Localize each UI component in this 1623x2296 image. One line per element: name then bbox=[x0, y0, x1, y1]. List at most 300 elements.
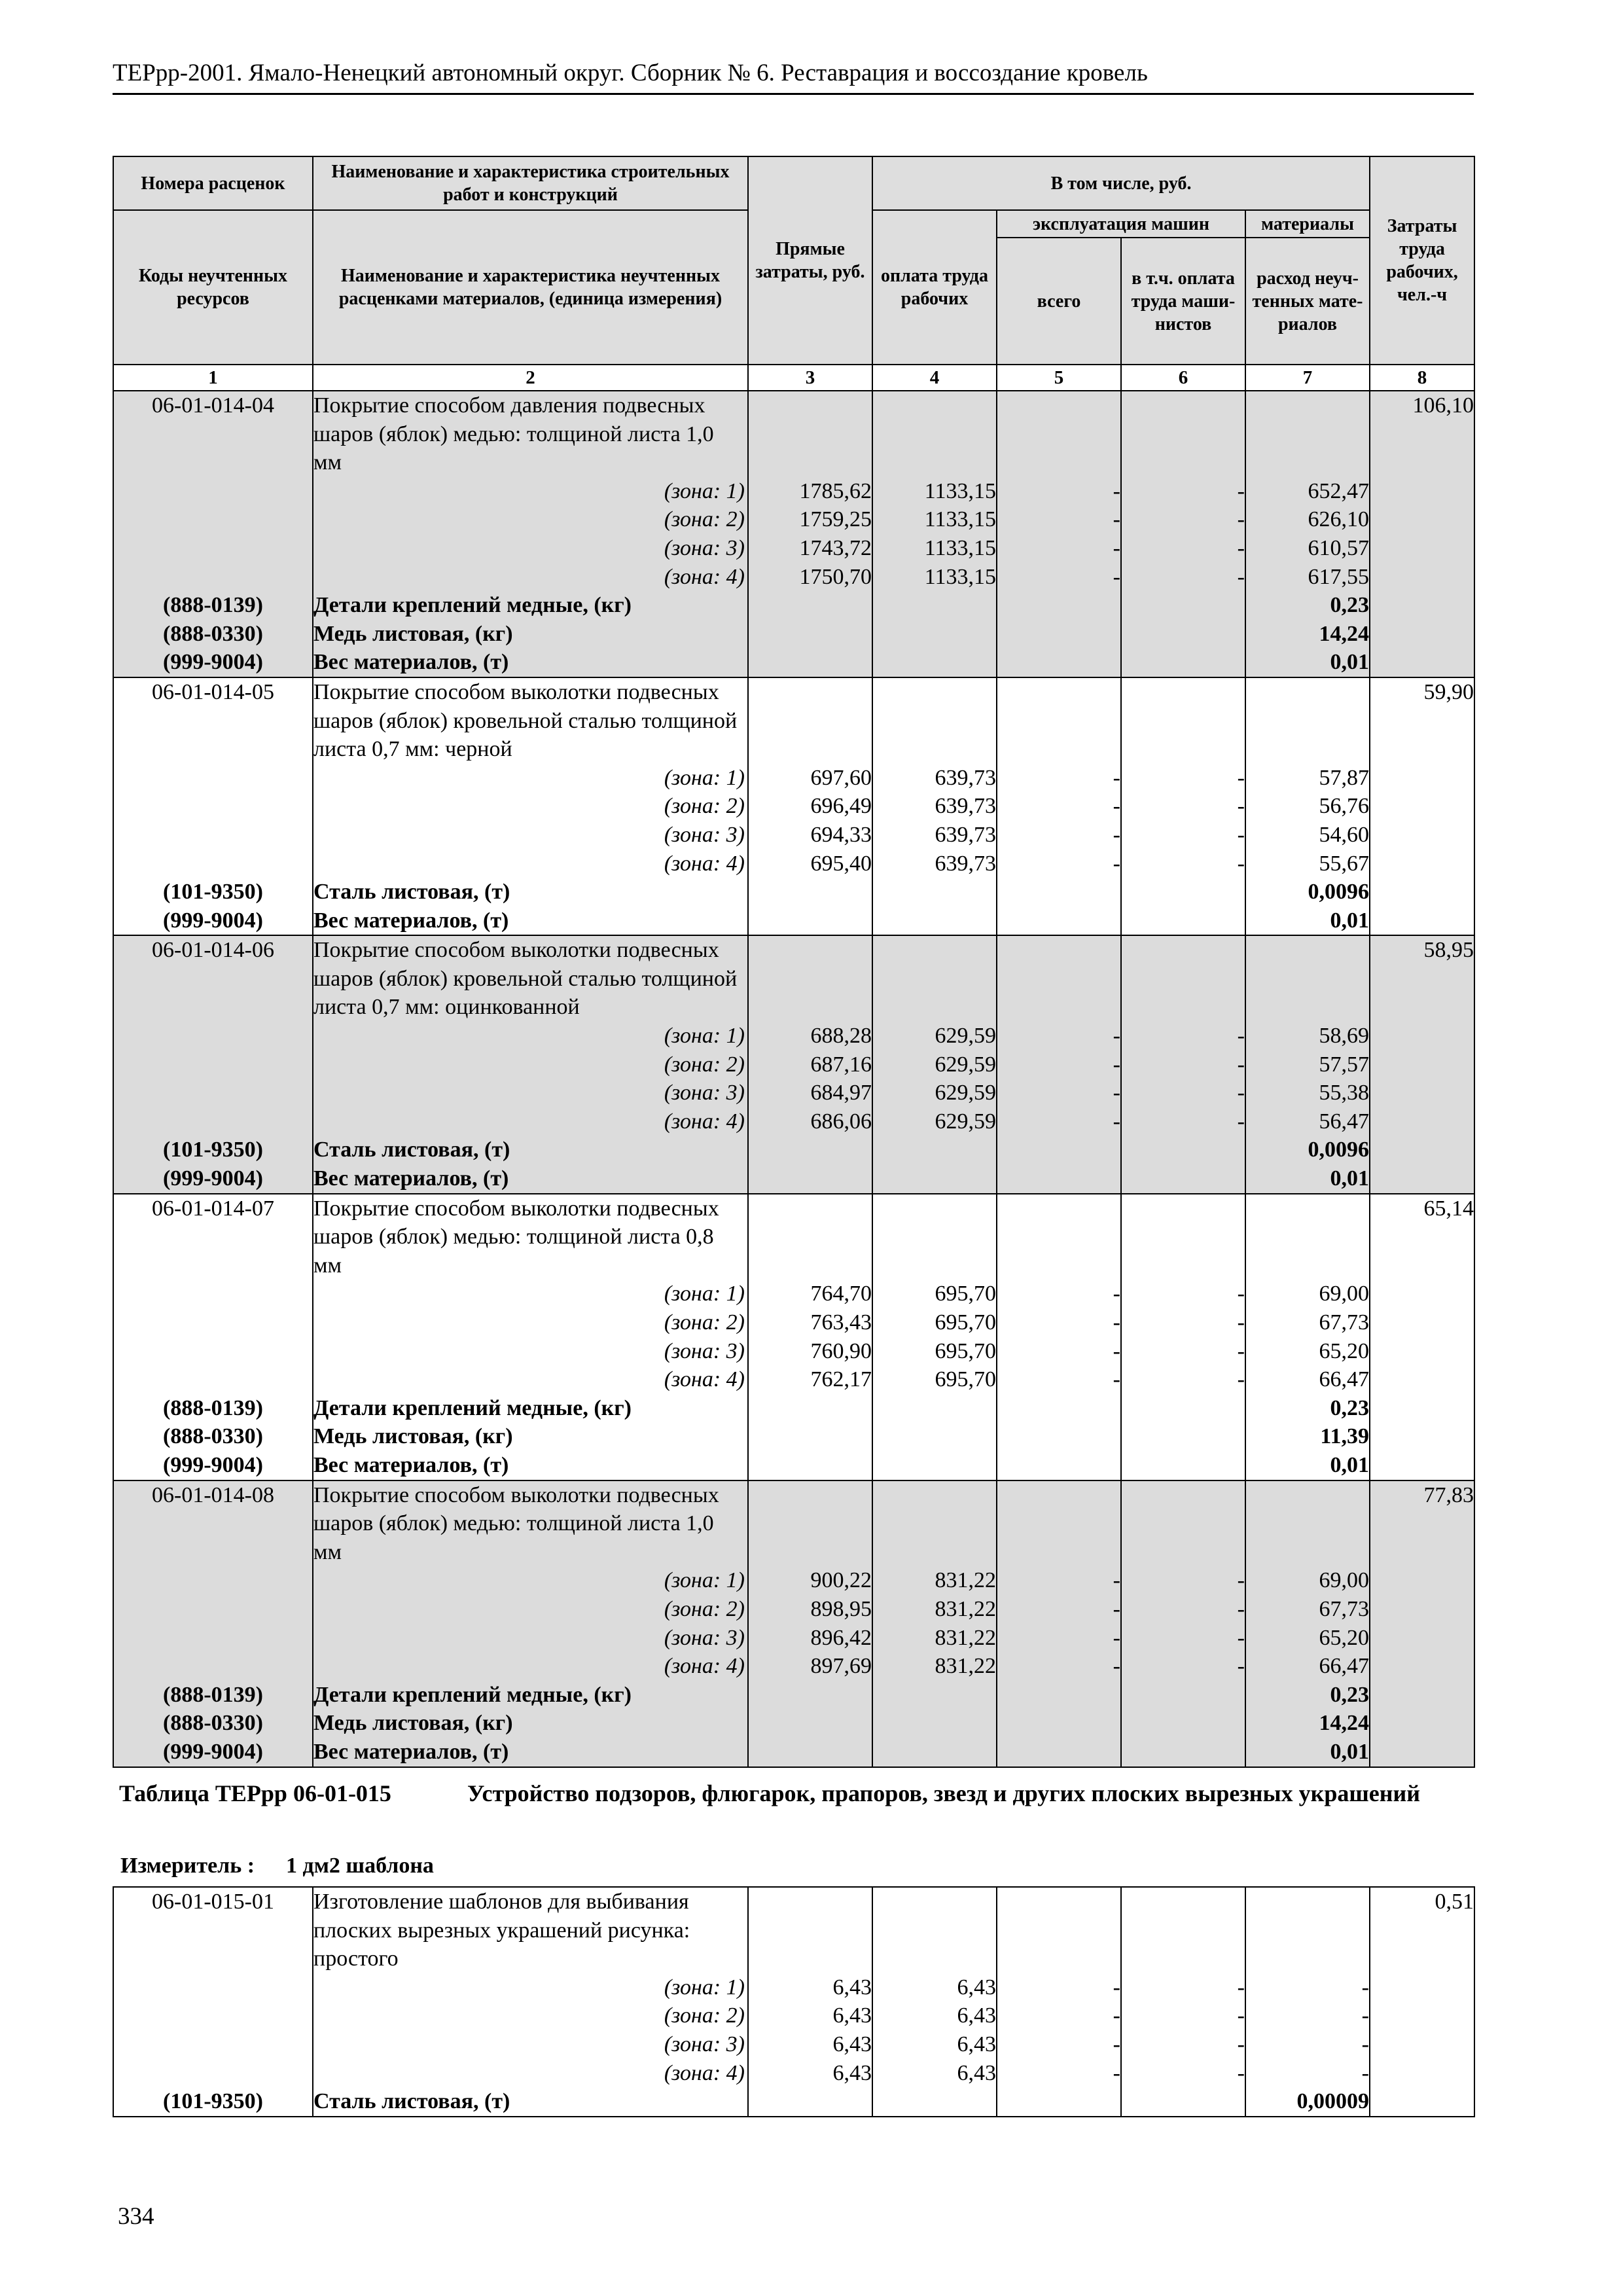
resource-row bbox=[113, 620, 1474, 649]
machines-value: - bbox=[997, 534, 1121, 563]
empty-cell bbox=[1370, 1164, 1474, 1194]
column-numbers-row bbox=[113, 365, 1474, 391]
rates-table bbox=[113, 156, 1475, 1768]
direct-costs-value: 696,49 bbox=[748, 792, 872, 821]
rate-labor: 0,51 bbox=[1370, 1887, 1474, 1973]
zone-row bbox=[113, 563, 1474, 592]
zone-label-cell bbox=[313, 1050, 748, 1079]
empty-cell bbox=[872, 677, 997, 764]
machines-value: - bbox=[997, 563, 1121, 592]
machinist-wages-value: - bbox=[1121, 477, 1245, 506]
materials-value: 57,57 bbox=[1245, 1050, 1370, 1079]
machinist-wages-value: - bbox=[1121, 2001, 1245, 2030]
resource-code: (999-9004) bbox=[113, 648, 313, 677]
zone-label: (зона: 3) bbox=[664, 1081, 745, 1105]
resource-row bbox=[113, 1164, 1474, 1194]
wages-value: 1133,15 bbox=[872, 534, 997, 563]
direct-costs-value: 896,42 bbox=[748, 1624, 872, 1653]
zone-label-cell bbox=[313, 534, 748, 563]
empty-cell bbox=[872, 906, 997, 936]
page-number: 334 bbox=[118, 2203, 154, 2230]
zone-row bbox=[113, 792, 1474, 821]
empty-cell bbox=[1370, 505, 1474, 534]
empty-cell bbox=[113, 792, 313, 821]
wages-value: 6,43 bbox=[872, 2001, 997, 2030]
machinist-wages-value: - bbox=[1121, 1107, 1245, 1136]
zone-label: (зона: 2) bbox=[664, 1596, 745, 1621]
rate-row bbox=[113, 1480, 1474, 1567]
direct-costs-value: 6,43 bbox=[748, 1973, 872, 2002]
resource-value: 0,23 bbox=[1245, 1681, 1370, 1710]
empty-cell bbox=[1370, 1973, 1474, 2002]
empty-cell bbox=[113, 764, 313, 793]
rate-row bbox=[113, 677, 1474, 764]
zone-label-cell bbox=[313, 1308, 748, 1337]
wages-value: 695,70 bbox=[872, 1280, 997, 1308]
rate-name: Покрытие способом выколотки подвесных шаров (яблок) медью: толщиной листа 1,0 мм bbox=[313, 1480, 748, 1567]
machines-value: - bbox=[997, 1079, 1121, 1107]
zone-row bbox=[113, 2059, 1474, 2088]
empty-cell bbox=[1121, 648, 1245, 677]
empty-cell bbox=[1370, 764, 1474, 793]
zone-label-cell bbox=[313, 2030, 748, 2059]
empty-cell bbox=[997, 935, 1121, 1022]
empty-cell bbox=[113, 850, 313, 878]
rate-name: Покрытие способом выколотки подвесных шаров (яблок) кровельной сталью толщиной листа 0,7 мм: оцинкованной bbox=[313, 935, 748, 1022]
empty-cell bbox=[1370, 648, 1474, 677]
zone-label-cell bbox=[313, 1566, 748, 1595]
machines-value: - bbox=[997, 1308, 1121, 1337]
column-number: 3 bbox=[748, 365, 872, 391]
resource-name: Медь листовая, (кг) bbox=[313, 1709, 748, 1738]
resource-value: 11,39 bbox=[1245, 1422, 1370, 1451]
resource-code: (888-0139) bbox=[113, 1394, 313, 1423]
wages-value: 1133,15 bbox=[872, 505, 997, 534]
zone-row bbox=[113, 1566, 1474, 1595]
resource-code: (999-9004) bbox=[113, 906, 313, 936]
direct-costs-value: 687,16 bbox=[748, 1050, 872, 1079]
machines-value: - bbox=[997, 505, 1121, 534]
rate-row bbox=[113, 1194, 1474, 1280]
direct-costs-value: 900,22 bbox=[748, 1566, 872, 1595]
rates-table-2 bbox=[113, 1886, 1475, 2117]
empty-cell bbox=[1245, 1194, 1370, 1280]
zone-label-cell bbox=[313, 821, 748, 850]
zone-label: (зона: 2) bbox=[664, 507, 745, 532]
machinist-wages-value: - bbox=[1121, 1595, 1245, 1624]
zone-row bbox=[113, 1595, 1474, 1624]
empty-cell bbox=[1121, 1394, 1245, 1423]
materials-value: 626,10 bbox=[1245, 505, 1370, 534]
rate-code: 06-01-014-05 bbox=[113, 677, 313, 764]
zone-row bbox=[113, 850, 1474, 878]
empty-cell bbox=[1121, 1194, 1245, 1280]
resource-name: Сталь листовая, (т) bbox=[313, 2087, 748, 2117]
empty-cell bbox=[1121, 1451, 1245, 1480]
empty-cell bbox=[113, 563, 313, 592]
wages-value: 629,59 bbox=[872, 1050, 997, 1079]
empty-cell bbox=[1370, 792, 1474, 821]
empty-cell bbox=[1370, 1022, 1474, 1050]
zone-row bbox=[113, 534, 1474, 563]
machines-value: - bbox=[997, 2001, 1121, 2030]
rate-code: 06-01-014-04 bbox=[113, 391, 313, 477]
zone-row bbox=[113, 2030, 1474, 2059]
rate-name: Покрытие способом давления подвесных шаров (яблок) медью: толщиной листа 1,0 мм bbox=[313, 391, 748, 477]
machinist-wages-value: - bbox=[1121, 850, 1245, 878]
empty-cell bbox=[1121, 2087, 1245, 2117]
column-number: 8 bbox=[1370, 365, 1474, 391]
header-machines: эксплуатация машин bbox=[997, 210, 1245, 238]
machinist-wages-value: - bbox=[1121, 1308, 1245, 1337]
empty-cell bbox=[113, 1107, 313, 1136]
direct-costs-value: 1750,70 bbox=[748, 563, 872, 592]
machinist-wages-value: - bbox=[1121, 821, 1245, 850]
empty-cell bbox=[997, 878, 1121, 906]
empty-cell bbox=[997, 591, 1121, 620]
resource-row bbox=[113, 906, 1474, 936]
rate-name: Покрытие способом выколотки подвесных шаров (яблок) кровельной сталью толщиной листа 0,7 мм: черной bbox=[313, 677, 748, 764]
wages-value: 695,70 bbox=[872, 1365, 997, 1394]
empty-cell bbox=[1121, 878, 1245, 906]
empty-cell bbox=[997, 391, 1121, 477]
resource-value: 0,01 bbox=[1245, 1738, 1370, 1767]
resource-value: 0,23 bbox=[1245, 591, 1370, 620]
materials-value: 617,55 bbox=[1245, 563, 1370, 592]
rate-labor: 59,90 bbox=[1370, 677, 1474, 764]
empty-cell bbox=[1245, 1480, 1370, 1567]
zone-row bbox=[113, 1280, 1474, 1308]
empty-cell bbox=[748, 1681, 872, 1710]
zone-label-cell bbox=[313, 1365, 748, 1394]
resource-name: Детали креплений медные, (кг) bbox=[313, 1681, 748, 1710]
zone-label-cell bbox=[313, 1624, 748, 1653]
machinist-wages-value: - bbox=[1121, 1566, 1245, 1595]
empty-cell bbox=[748, 620, 872, 649]
machines-value: - bbox=[997, 477, 1121, 506]
wages-value: 6,43 bbox=[872, 2030, 997, 2059]
machines-value: - bbox=[997, 1973, 1121, 2002]
zone-row bbox=[113, 821, 1474, 850]
direct-costs-value: 760,90 bbox=[748, 1337, 872, 1366]
resource-value: 0,0096 bbox=[1245, 1136, 1370, 1164]
empty-cell bbox=[1121, 1709, 1245, 1738]
empty-cell bbox=[872, 620, 997, 649]
machinist-wages-value: - bbox=[1121, 1280, 1245, 1308]
empty-cell bbox=[872, 2087, 997, 2117]
resource-name: Сталь листовая, (т) bbox=[313, 1136, 748, 1164]
machines-value: - bbox=[997, 1652, 1121, 1681]
machinist-wages-value: - bbox=[1121, 563, 1245, 592]
empty-cell bbox=[1245, 935, 1370, 1022]
wages-value: 6,43 bbox=[872, 2059, 997, 2088]
direct-costs-value: 6,43 bbox=[748, 2059, 872, 2088]
empty-cell bbox=[997, 620, 1121, 649]
resource-value: 0,01 bbox=[1245, 1164, 1370, 1194]
direct-costs-value: 684,97 bbox=[748, 1079, 872, 1107]
empty-cell bbox=[872, 1451, 997, 1480]
header-codes: Номера расценок bbox=[113, 156, 313, 210]
resource-row bbox=[113, 878, 1474, 906]
wages-value: 639,73 bbox=[872, 850, 997, 878]
materials-value: 55,38 bbox=[1245, 1079, 1370, 1107]
empty-cell bbox=[997, 1136, 1121, 1164]
machines-value: - bbox=[997, 1624, 1121, 1653]
rate-labor: 65,14 bbox=[1370, 1194, 1474, 1280]
machines-value: - bbox=[997, 1595, 1121, 1624]
table2-body bbox=[113, 1887, 1474, 2117]
direct-costs-value: 763,43 bbox=[748, 1308, 872, 1337]
zone-label-cell bbox=[313, 764, 748, 793]
empty-cell bbox=[1370, 878, 1474, 906]
empty-cell bbox=[1245, 391, 1370, 477]
resource-value: 14,24 bbox=[1245, 1709, 1370, 1738]
direct-costs-value: 6,43 bbox=[748, 2030, 872, 2059]
empty-cell bbox=[748, 1136, 872, 1164]
rate-code: 06-01-014-08 bbox=[113, 1480, 313, 1567]
empty-cell bbox=[1370, 1451, 1474, 1480]
machinist-wages-value: - bbox=[1121, 1973, 1245, 2002]
empty-cell bbox=[1370, 1566, 1474, 1595]
empty-cell bbox=[113, 1566, 313, 1595]
header-unaccounted-codes: Коды неучтенных ресурсов bbox=[113, 210, 313, 365]
column-number: 1 bbox=[113, 365, 313, 391]
materials-value: - bbox=[1245, 2059, 1370, 2088]
zone-label-cell bbox=[313, 563, 748, 592]
materials-value: 58,69 bbox=[1245, 1022, 1370, 1050]
materials-value: 56,47 bbox=[1245, 1107, 1370, 1136]
empty-cell bbox=[1121, 1136, 1245, 1164]
meter-value: 1 дм2 шаблона bbox=[286, 1854, 434, 1878]
empty-cell bbox=[997, 648, 1121, 677]
machinist-wages-value: - bbox=[1121, 2030, 1245, 2059]
machines-value: - bbox=[997, 792, 1121, 821]
empty-cell bbox=[1370, 1308, 1474, 1337]
resource-code: (101-9350) bbox=[113, 2087, 313, 2117]
machines-value: - bbox=[997, 1022, 1121, 1050]
resource-value: 0,23 bbox=[1245, 1394, 1370, 1423]
materials-value: 67,73 bbox=[1245, 1308, 1370, 1337]
direct-costs-value: 898,95 bbox=[748, 1595, 872, 1624]
empty-cell bbox=[997, 1887, 1121, 1973]
resource-code: (101-9350) bbox=[113, 1136, 313, 1164]
zone-label-cell bbox=[313, 505, 748, 534]
empty-cell bbox=[1121, 935, 1245, 1022]
rate-code: 06-01-014-07 bbox=[113, 1194, 313, 1280]
resource-row bbox=[113, 648, 1474, 677]
zone-label: (зона: 4) bbox=[664, 2060, 745, 2085]
empty-cell bbox=[997, 1422, 1121, 1451]
empty-cell bbox=[1370, 1337, 1474, 1366]
wages-value: 831,22 bbox=[872, 1595, 997, 1624]
empty-cell bbox=[113, 2030, 313, 2059]
empty-cell bbox=[1245, 1887, 1370, 1973]
wages-value: 629,59 bbox=[872, 1079, 997, 1107]
header-materials: материалы bbox=[1245, 210, 1370, 238]
empty-cell bbox=[997, 1480, 1121, 1567]
resource-name: Детали креплений медные, (кг) bbox=[313, 1394, 748, 1423]
zone-label-cell bbox=[313, 850, 748, 878]
machines-value: - bbox=[997, 850, 1121, 878]
zone-row bbox=[113, 1022, 1474, 1050]
empty-cell bbox=[748, 391, 872, 477]
resource-code: (888-0139) bbox=[113, 591, 313, 620]
zone-label-cell bbox=[313, 2059, 748, 2088]
wages-value: 831,22 bbox=[872, 1624, 997, 1653]
materials-value: - bbox=[1245, 1973, 1370, 2002]
empty-cell bbox=[1370, 1136, 1474, 1164]
empty-cell bbox=[1370, 1595, 1474, 1624]
direct-costs-value: 694,33 bbox=[748, 821, 872, 850]
empty-cell bbox=[113, 1022, 313, 1050]
empty-cell bbox=[1121, 591, 1245, 620]
zone-label-cell bbox=[313, 792, 748, 821]
measurement-unit bbox=[120, 1854, 434, 1878]
empty-cell bbox=[1370, 821, 1474, 850]
resource-value: 0,01 bbox=[1245, 1451, 1370, 1480]
empty-cell bbox=[872, 1887, 997, 1973]
empty-cell bbox=[1121, 677, 1245, 764]
rate-row bbox=[113, 1887, 1474, 1973]
rate-name: Изготовление шаблонов для выбивания плоских вырезных украшений рисунка: простого bbox=[313, 1887, 748, 1973]
zone-row bbox=[113, 764, 1474, 793]
empty-cell bbox=[748, 906, 872, 936]
machinist-wages-value: - bbox=[1121, 1050, 1245, 1079]
empty-cell bbox=[997, 2087, 1121, 2117]
empty-cell bbox=[872, 1422, 997, 1451]
empty-cell bbox=[748, 1194, 872, 1280]
materials-value: 69,00 bbox=[1245, 1566, 1370, 1595]
empty-cell bbox=[1121, 1887, 1245, 1973]
materials-value: 65,20 bbox=[1245, 1624, 1370, 1653]
zone-label-cell bbox=[313, 1022, 748, 1050]
resource-name: Вес материалов, (т) bbox=[313, 1164, 748, 1194]
empty-cell bbox=[1370, 477, 1474, 506]
direct-costs-value: 697,60 bbox=[748, 764, 872, 793]
machines-value: - bbox=[997, 821, 1121, 850]
materials-value: 610,57 bbox=[1245, 534, 1370, 563]
empty-cell bbox=[113, 2059, 313, 2088]
direct-costs-value: 897,69 bbox=[748, 1652, 872, 1681]
empty-cell bbox=[1370, 534, 1474, 563]
header-wages: оплата труда рабочих bbox=[872, 210, 997, 365]
empty-cell bbox=[113, 477, 313, 506]
resource-code: (888-0330) bbox=[113, 1422, 313, 1451]
empty-cell bbox=[1370, 2059, 1474, 2088]
empty-cell bbox=[1370, 1738, 1474, 1767]
table-body bbox=[113, 391, 1474, 1767]
empty-cell bbox=[872, 1480, 997, 1567]
empty-cell bbox=[748, 1887, 872, 1973]
page-header-title: ТЕРрр-2001. Ямало-Ненецкий автономный округ. Сборник № 6. Реставрация и воссоздание кровель bbox=[113, 60, 1148, 86]
machines-value: - bbox=[997, 2059, 1121, 2088]
header-including: В том числе, руб. bbox=[872, 156, 1370, 210]
empty-cell bbox=[1121, 1422, 1245, 1451]
resource-name: Медь листовая, (кг) bbox=[313, 1422, 748, 1451]
resource-name: Вес материалов, (т) bbox=[313, 1451, 748, 1480]
resource-code: (999-9004) bbox=[113, 1451, 313, 1480]
empty-cell bbox=[1370, 1079, 1474, 1107]
empty-cell bbox=[1370, 620, 1474, 649]
empty-cell bbox=[1370, 563, 1474, 592]
header-machines-wages: в т.ч. оплата труда маши-нистов bbox=[1121, 238, 1245, 365]
empty-cell bbox=[1121, 1681, 1245, 1710]
resource-value: 14,24 bbox=[1245, 620, 1370, 649]
column-number: 6 bbox=[1121, 365, 1245, 391]
machines-value: - bbox=[997, 1050, 1121, 1079]
table-header bbox=[113, 156, 1474, 391]
machinist-wages-value: - bbox=[1121, 764, 1245, 793]
machines-value: - bbox=[997, 1365, 1121, 1394]
zone-label: (зона: 3) bbox=[664, 1338, 745, 1363]
empty-cell bbox=[748, 1480, 872, 1567]
machinist-wages-value: - bbox=[1121, 534, 1245, 563]
direct-costs-value: 762,17 bbox=[748, 1365, 872, 1394]
machinist-wages-value: - bbox=[1121, 1652, 1245, 1681]
empty-cell bbox=[872, 1164, 997, 1194]
machinist-wages-value: - bbox=[1121, 2059, 1245, 2088]
resource-name: Вес материалов, (т) bbox=[313, 648, 748, 677]
direct-costs-value: 1759,25 bbox=[748, 505, 872, 534]
empty-cell bbox=[748, 648, 872, 677]
column-number: 5 bbox=[997, 365, 1121, 391]
machinist-wages-value: - bbox=[1121, 1079, 1245, 1107]
table2-label: Таблица ТЕРрр 06-01-015 bbox=[119, 1780, 391, 1806]
header-materials-unaccounted: расход неуч-тенных мате-риалов bbox=[1245, 238, 1370, 365]
zone-label: (зона: 2) bbox=[664, 2003, 745, 2028]
empty-cell bbox=[1370, 591, 1474, 620]
zone-row bbox=[113, 1973, 1474, 2002]
wages-value: 695,70 bbox=[872, 1337, 997, 1366]
empty-cell bbox=[1370, 1394, 1474, 1423]
wages-value: 6,43 bbox=[872, 1973, 997, 2002]
resource-row bbox=[113, 1136, 1474, 1164]
machinist-wages-value: - bbox=[1121, 792, 1245, 821]
zone-label: (зона: 3) bbox=[664, 822, 745, 847]
empty-cell bbox=[997, 1194, 1121, 1280]
empty-cell bbox=[872, 1194, 997, 1280]
empty-cell bbox=[872, 1136, 997, 1164]
machinist-wages-value: - bbox=[1121, 1365, 1245, 1394]
column-number: 4 bbox=[872, 365, 997, 391]
empty-cell bbox=[748, 1451, 872, 1480]
zone-row bbox=[113, 1365, 1474, 1394]
empty-cell bbox=[1370, 1365, 1474, 1394]
empty-cell bbox=[872, 648, 997, 677]
empty-cell bbox=[748, 591, 872, 620]
wages-value: 695,70 bbox=[872, 1308, 997, 1337]
empty-cell bbox=[997, 1738, 1121, 1767]
direct-costs-value: 6,43 bbox=[748, 2001, 872, 2030]
column-number: 2 bbox=[313, 365, 748, 391]
rate-labor: 77,83 bbox=[1370, 1480, 1474, 1567]
empty-cell bbox=[997, 677, 1121, 764]
zone-label: (зона: 2) bbox=[664, 1310, 745, 1335]
empty-cell bbox=[113, 1050, 313, 1079]
empty-cell bbox=[113, 1079, 313, 1107]
zone-label: (зона: 3) bbox=[664, 2032, 745, 2056]
rate-code: 06-01-015-01 bbox=[113, 1887, 313, 1973]
empty-cell bbox=[1121, 1738, 1245, 1767]
resource-row bbox=[113, 1394, 1474, 1423]
zone-label: (зона: 2) bbox=[664, 794, 745, 819]
materials-value: 67,73 bbox=[1245, 1595, 1370, 1624]
machines-value: - bbox=[997, 1566, 1121, 1595]
materials-value: - bbox=[1245, 2030, 1370, 2059]
zone-row bbox=[113, 477, 1474, 506]
rate-labor: 106,10 bbox=[1370, 391, 1474, 477]
zone-label-cell bbox=[313, 477, 748, 506]
